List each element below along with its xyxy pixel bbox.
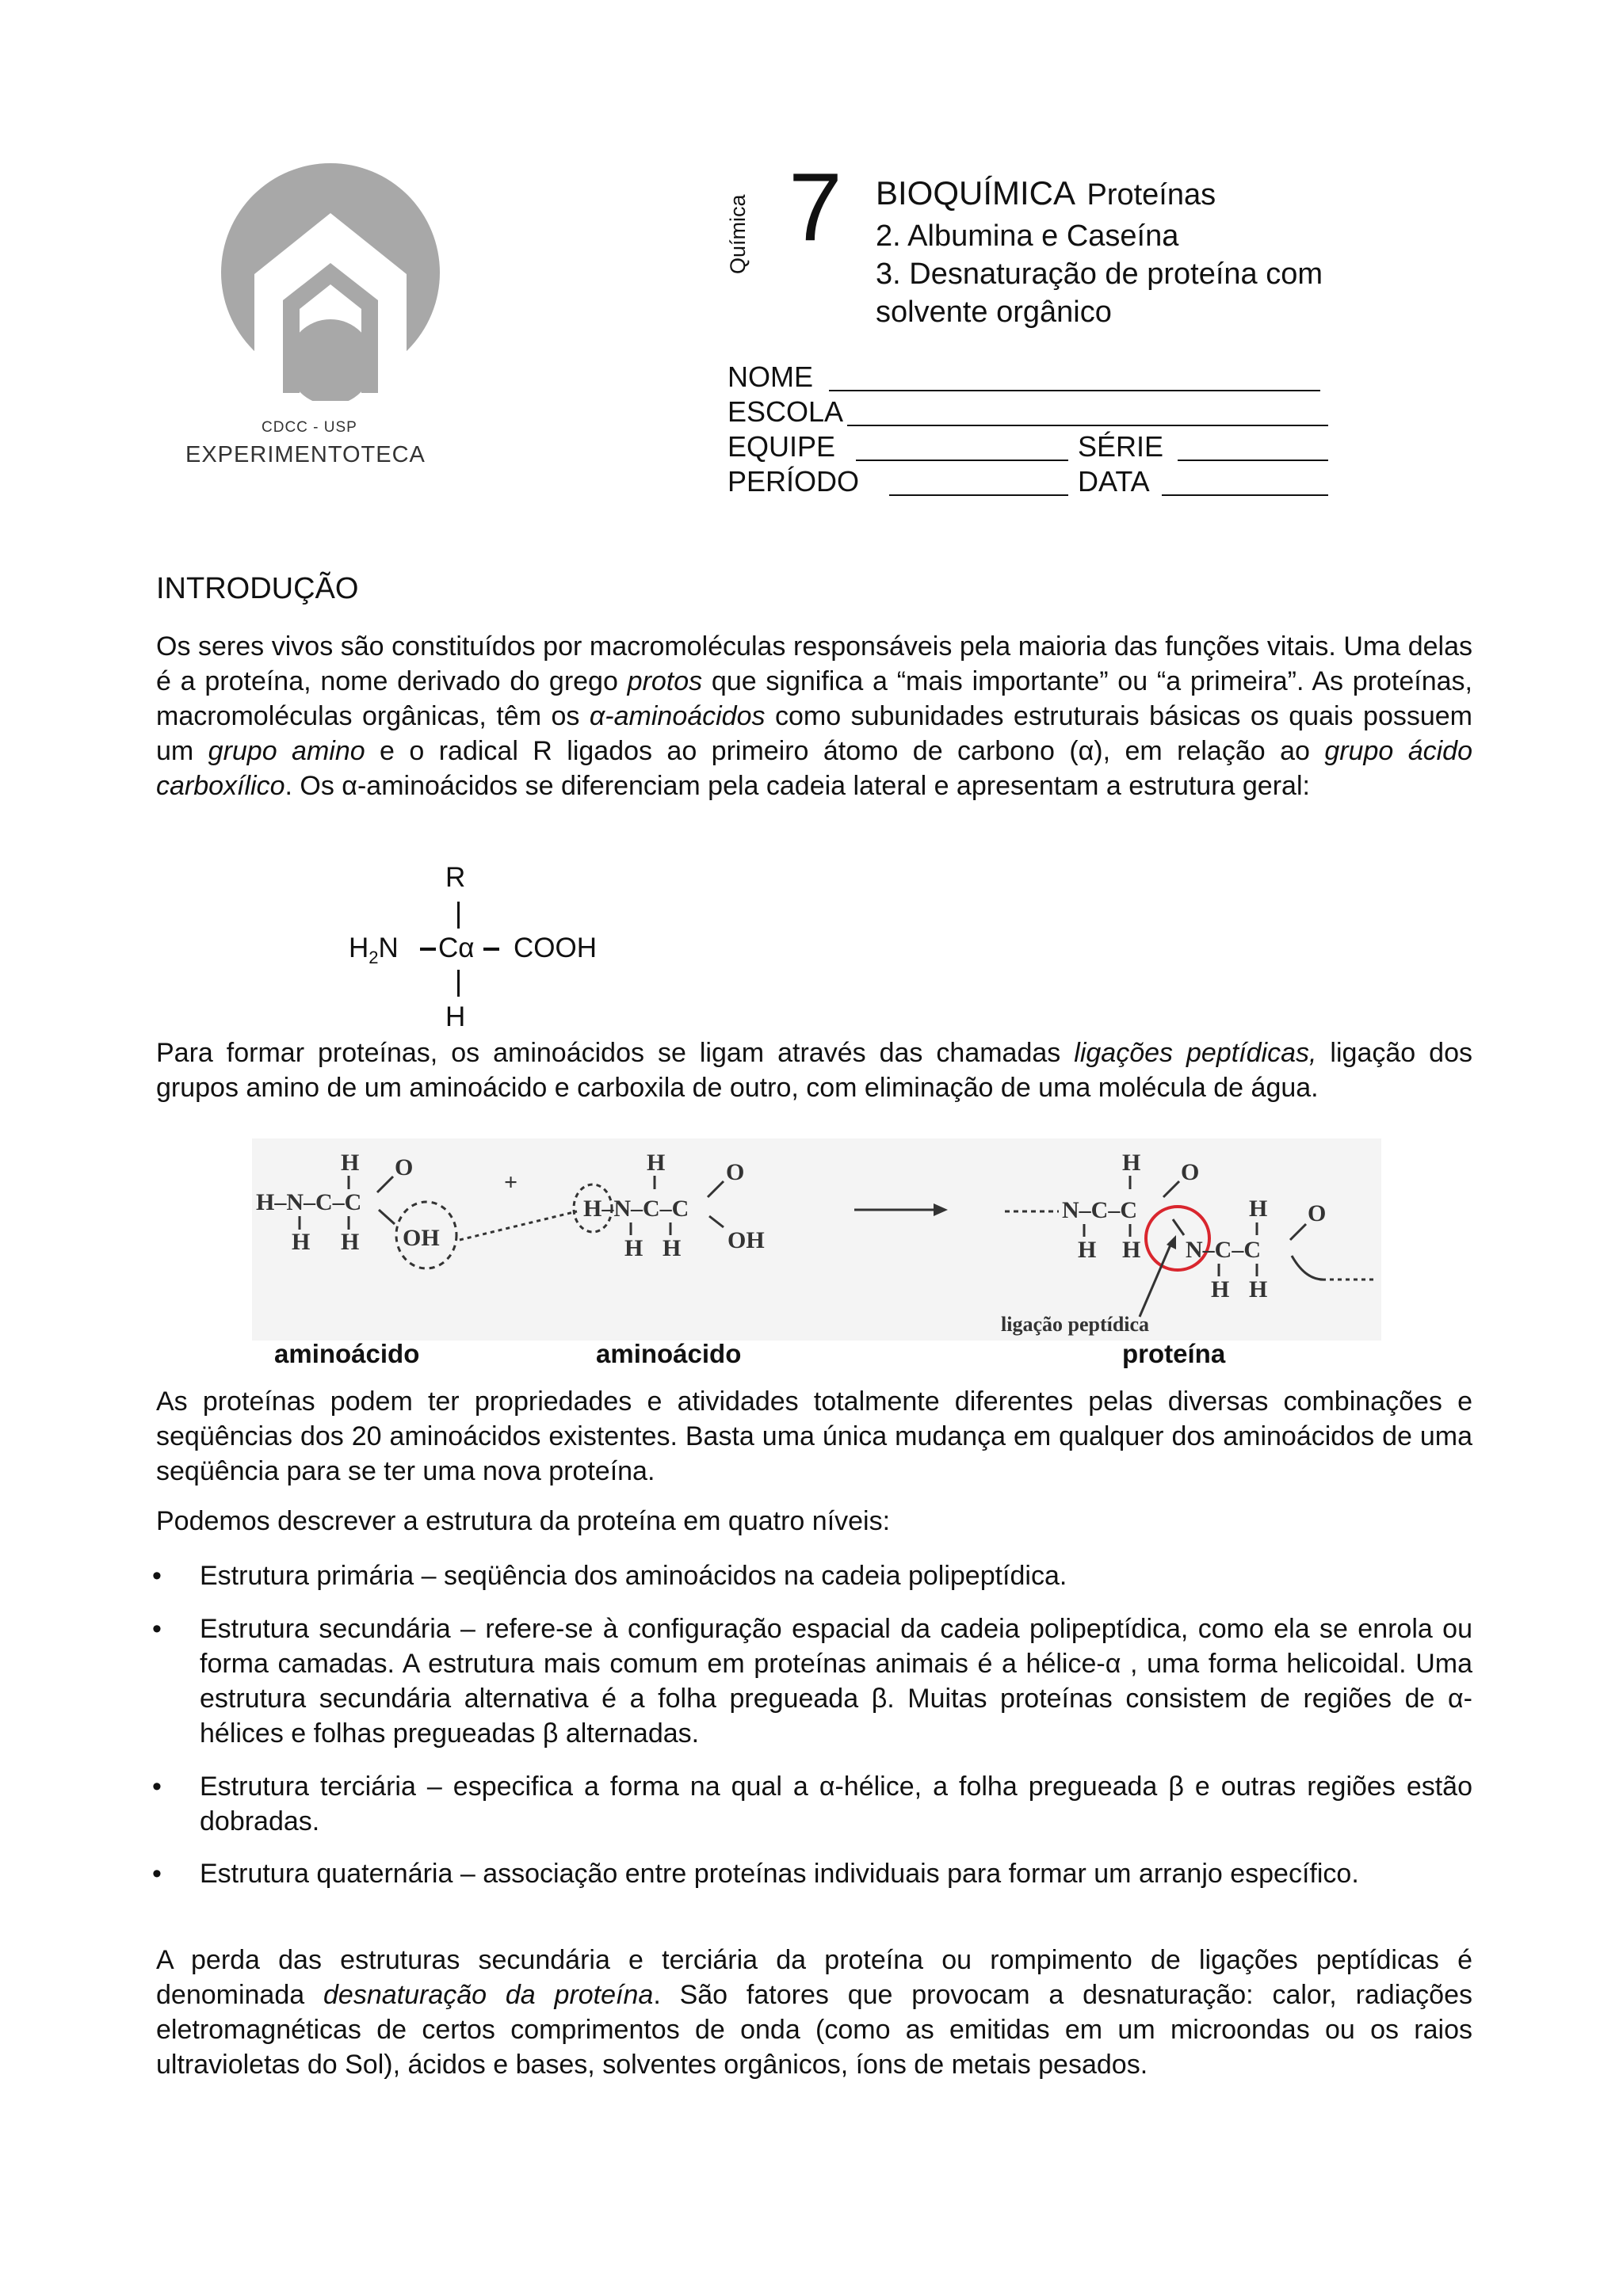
caption-aminoacido-2: aminoácido <box>596 1339 742 1368</box>
svg-text:H: H <box>341 1150 360 1176</box>
bullet-icon: • <box>152 1772 162 1802</box>
bullet-icon: • <box>152 1614 162 1644</box>
svg-text:H: H <box>1249 1276 1268 1302</box>
svg-text:H: H <box>1249 1196 1268 1222</box>
section-heading-introducao: INTRODUÇÃO <box>156 572 359 605</box>
svg-text:H–N–C–C: H–N–C–C <box>256 1189 362 1215</box>
intro-paragraph-5: A perda das estruturas secundária e terciária da proteína ou rompimento de ligações peptídicas é denominada desnaturação da proteína. São fatores que provocam a desnaturação: calor, radiações eletromagnéticas de certos comprimentos de onda (como as emitidas em um microondas ou os raios ultravioletas do Sol), ácidos e bases, solventes orgânicos, íons de metais pesados. <box>156 1945 1472 2080</box>
svg-text:H: H <box>341 1229 360 1255</box>
list-item: • Estrutura quaternária – associação entre proteínas individuais para formar um arranjo específico. <box>200 1856 1472 1891</box>
bond-vertical-bottom <box>457 970 460 997</box>
bond-right <box>483 948 499 951</box>
svg-text:H: H <box>624 1235 643 1261</box>
bullet-icon: • <box>152 1859 162 1889</box>
bond-left <box>420 948 436 951</box>
header-line-4: solvente orgânico <box>876 296 1112 329</box>
svg-text:O: O <box>726 1159 745 1185</box>
form-escola[interactable]: ESCOLA <box>727 395 843 429</box>
intro-paragraph-3: As proteínas podem ter propriedades e atividades totalmente diferentes pelas diversas combinações e seqüências dos 20 aminoácidos existentes. Basta uma única mudança em qualquer dos aminoácidos de uma seqüência para se ter uma nova proteína. <box>156 1386 1472 1486</box>
svg-text:OH: OH <box>727 1227 765 1253</box>
logo-caption-large: EXPERIMENTOTECA <box>185 442 426 467</box>
data-blank[interactable] <box>1162 471 1328 496</box>
svg-text:H: H <box>647 1150 666 1176</box>
svg-text:H: H <box>1078 1237 1097 1263</box>
svg-text:H: H <box>1122 1237 1141 1263</box>
svg-text:H: H <box>663 1235 682 1261</box>
hydrogen-bottom: H <box>445 1001 466 1032</box>
intro-paragraph-1: Os seres vivos são constituídos por macromoléculas responsáveis pela maioria das funções vitais. Uma delas é a proteína, nome derivado do grego protos que significa a “mais importante” ou “a primeira”. As proteínas, macromoléculas orgânicas, têm os α-aminoácidos como subunidades estruturais básicas os quais possuem um grupo amino e o radical R ligados ao primeiro átomo de carbono (α), em relação ao grupo ácido carboxílico. Os α-aminoácidos se diferenciam pela cadeia lateral e apresentam a estrutura geral: <box>156 631 1472 801</box>
peptide-bond-reaction-diagram <box>252 1138 1381 1341</box>
svg-text:H: H <box>292 1229 311 1255</box>
caption-proteina: proteína <box>1122 1339 1226 1368</box>
serie-blank[interactable] <box>1178 436 1328 461</box>
form-equipe-serie[interactable]: EQUIPE SÉRIE <box>727 429 1393 464</box>
svg-text:O: O <box>1181 1159 1200 1185</box>
svg-text:H: H <box>1211 1276 1230 1302</box>
lesson-number: 7 <box>789 153 842 261</box>
svg-text:O: O <box>395 1154 414 1180</box>
bullet-icon: • <box>152 1561 162 1591</box>
carboxyl-group: COOH <box>514 933 597 963</box>
svg-text:N–C–C: N–C–C <box>1062 1197 1137 1223</box>
subject-vertical-label: Química <box>726 194 750 274</box>
bond-vertical-top <box>457 902 460 929</box>
form-periodo-data[interactable]: PERÍODO DATA <box>727 464 1393 499</box>
svg-text:H–N–C–C: H–N–C–C <box>583 1196 689 1222</box>
header-line-3: 3. Desnaturação de proteína com <box>876 257 1323 291</box>
svg-text:+: + <box>504 1169 518 1196</box>
amino-group: $H_2N$ <box>349 933 399 967</box>
escola-blank[interactable] <box>847 401 1328 426</box>
periodo-blank[interactable] <box>889 471 1068 496</box>
svg-text:OH: OH <box>403 1225 440 1251</box>
logo-caption-small: CDCC - USP <box>262 419 357 436</box>
list-item: • Estrutura primária – seqüência dos aminoácidos na cadeia polipeptídica. <box>200 1558 1472 1593</box>
caption-aminoacido-1: aminoácido <box>274 1339 420 1368</box>
list-item: • Estrutura secundária – refere-se à configuração espacial da cadeia polipeptídica, como ela se enrola ou forma camadas. A estrutura mais comum em proteínas animais é a hélice-α , uma forma helicoidal. Uma estrutura secundária alternativa é a folha pregueada β. Muitas proteínas consistem de regiões de α-hélices e folhas pregueadas β alternadas. <box>200 1611 1472 1751</box>
house-in-circle-logo <box>221 163 440 401</box>
alpha-carbon: Cα <box>438 933 475 963</box>
nome-blank[interactable] <box>829 366 1320 391</box>
header-line-2: 2. Albumina e Caseína <box>876 219 1179 253</box>
svg-text:O: O <box>1308 1200 1327 1226</box>
form-nome[interactable]: NOME <box>727 360 813 395</box>
intro-paragraph-4: Podemos descrever a estrutura da proteína em quatro níveis: <box>156 1506 891 1536</box>
page-title: BIOQUÍMICA Proteínas <box>876 174 1216 212</box>
svg-text:H: H <box>1122 1150 1141 1176</box>
peptide-bond-label: ligação peptídica <box>1001 1313 1150 1336</box>
intro-paragraph-2: Para formar proteínas, os aminoácidos se ligam através das chamadas ligações peptídicas, ligação dos grupos amino de um aminoácido e carboxila de outro, com eliminação de uma molécula de água. <box>156 1038 1472 1103</box>
svg-text:N–C–C: N–C–C <box>1186 1237 1261 1263</box>
equipe-blank[interactable] <box>856 436 1068 461</box>
list-item: • Estrutura terciária – especifica a forma na qual a α-hélice, a folha pregueada β e outras regiões estão dobradas. <box>200 1769 1472 1839</box>
radical-r: R <box>445 862 466 893</box>
